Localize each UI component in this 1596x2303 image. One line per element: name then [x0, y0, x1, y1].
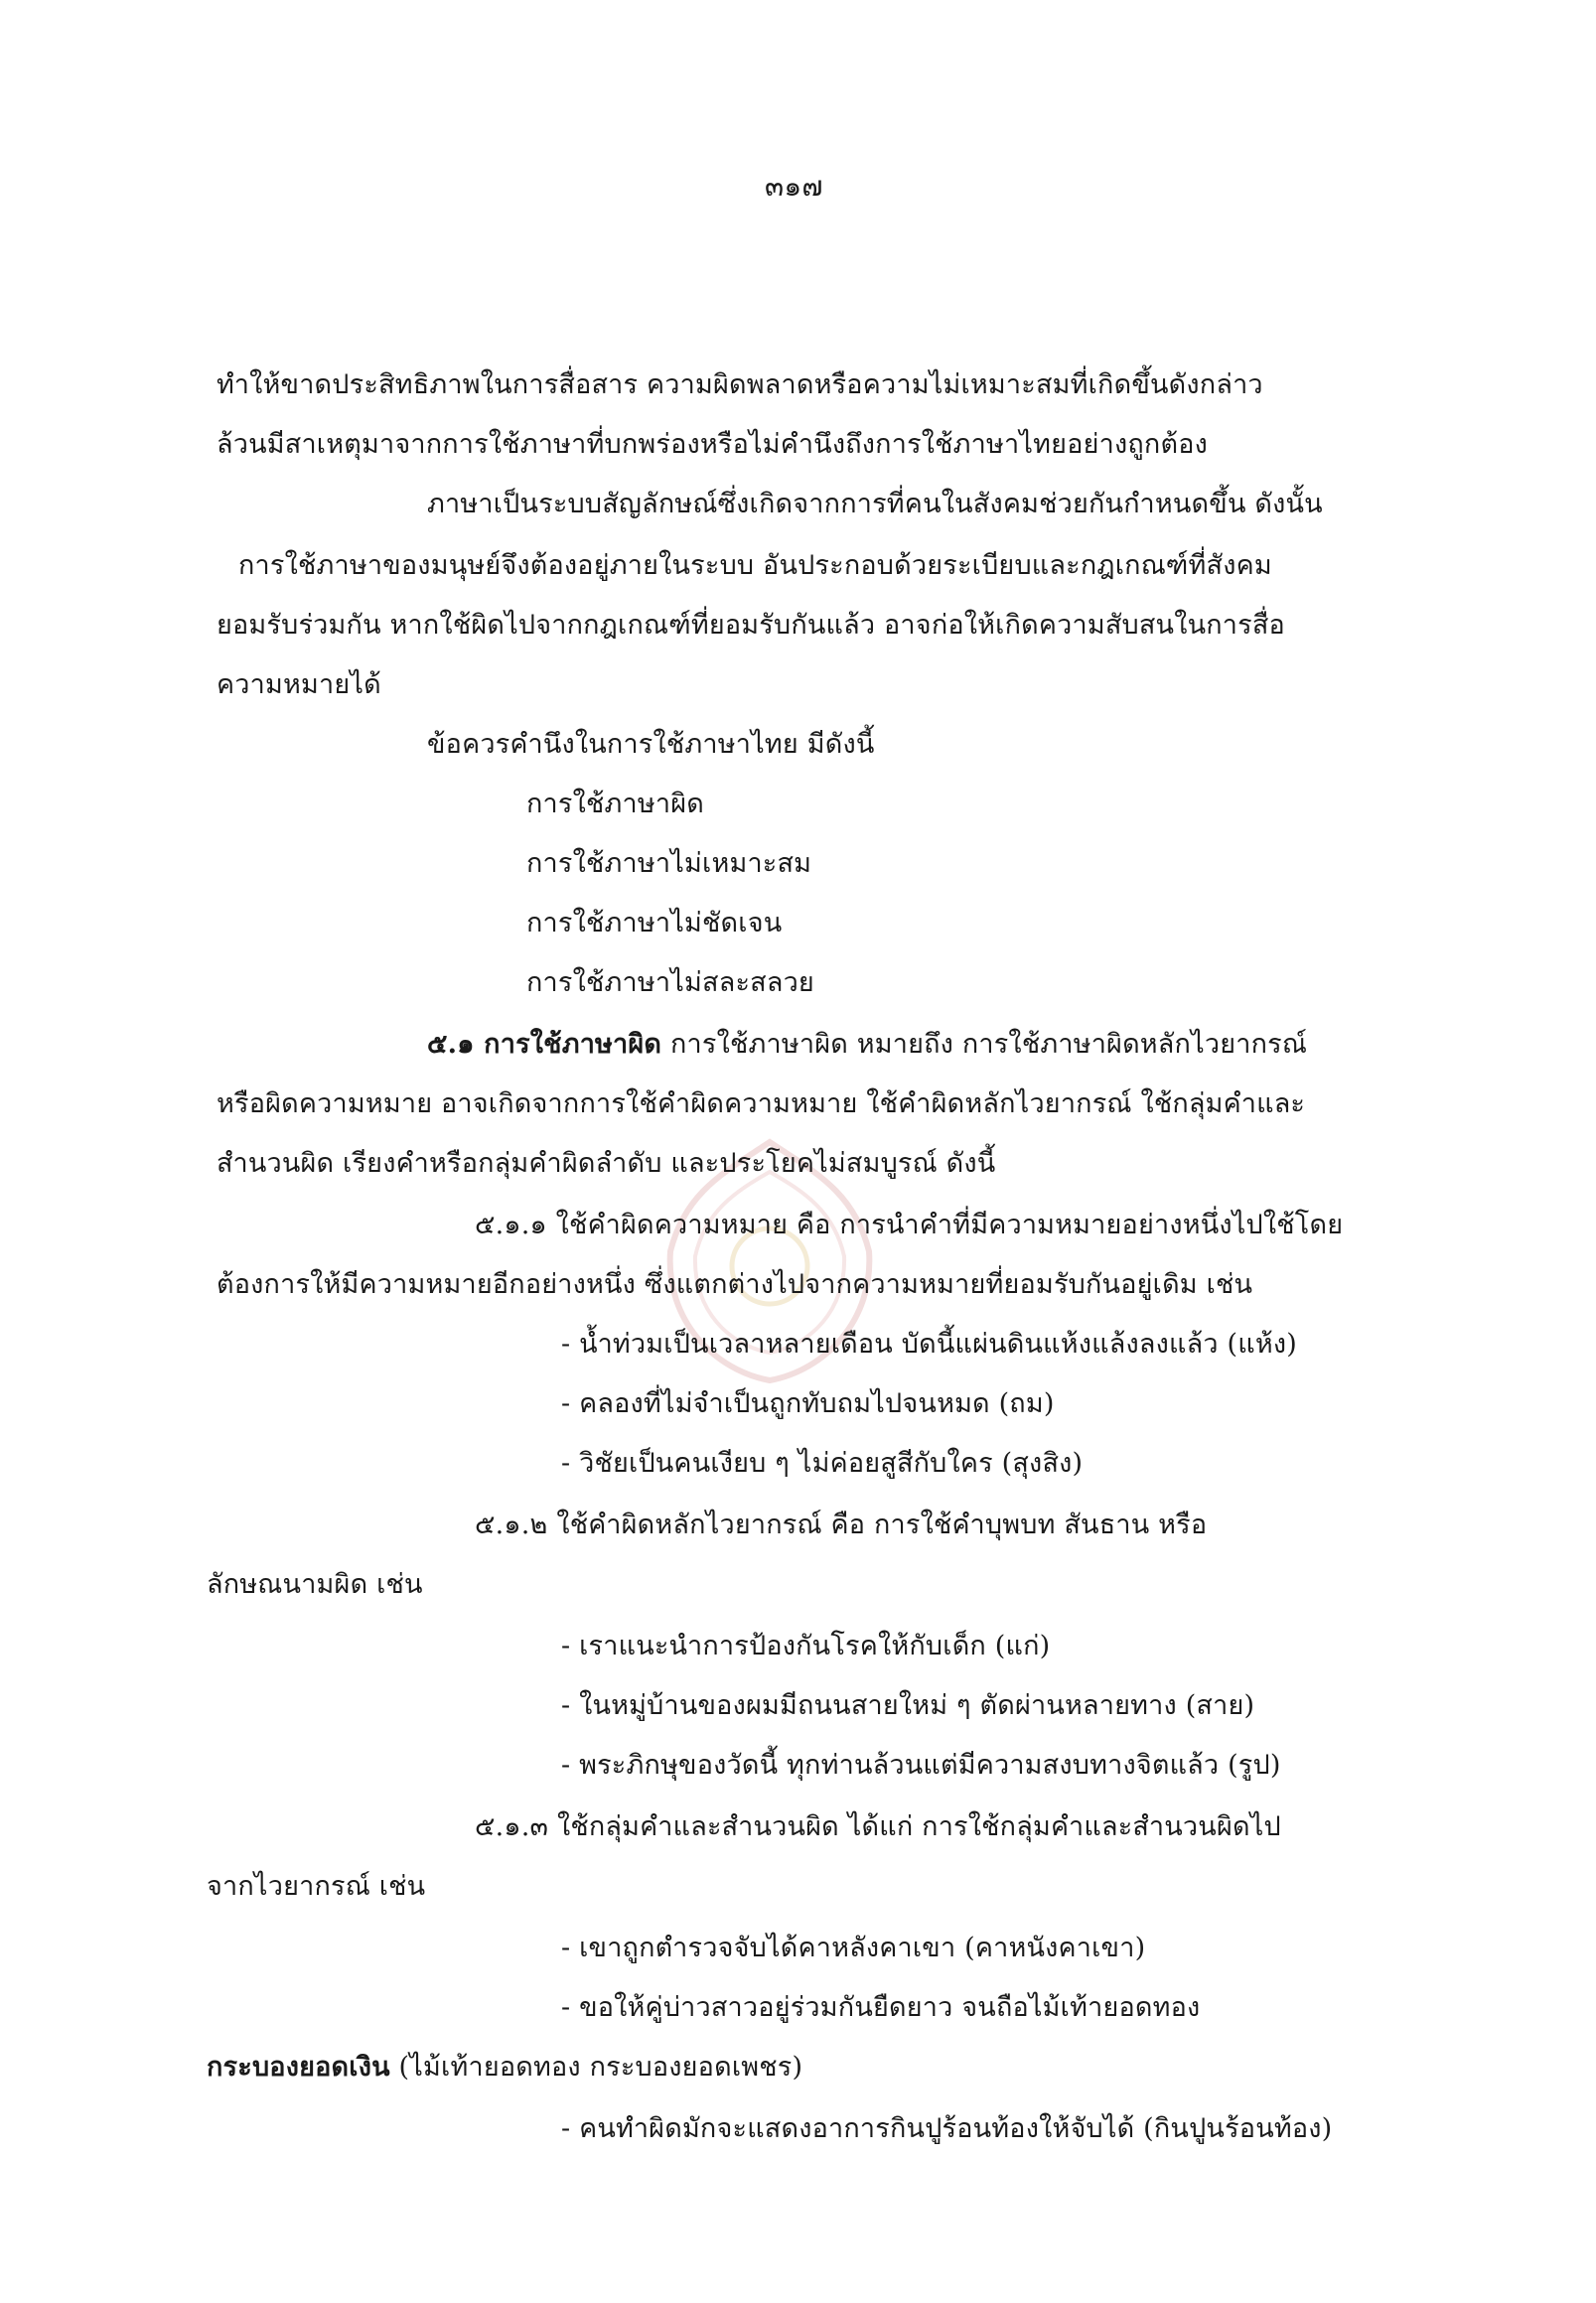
list-intro: ข้อควรคำนึงในการใช้ภาษาไทย มีดังนี้ — [427, 729, 875, 760]
body-line: หรือผิดความหมาย อาจเกิดจากการใช้คำผิดความหมาย ใช้คำผิดหลักไวยากรณ์ ใช้กลุ่มคำและ — [217, 1088, 1306, 1119]
section-heading-line — [427, 1025, 1307, 1065]
body-line: ล้วนมีสาเหตุมาจากการใช้ภาษาที่บกพร่องหรือไม่คำนึงถึงการใช้ภาษาไทยอย่างถูกต้อง — [217, 429, 1209, 460]
body-line: ทำให้ขาดประสิทธิภาพในการสื่อสาร ความผิดพลาดหรือความไม่เหมาะสมที่เกิดขึ้นดังกล่าว — [217, 369, 1263, 400]
example-item: - วิชัยเป็นคนเงียบ ๆ ไม่ค่อยสูสีกับใคร (สุงสิง) — [561, 1448, 1084, 1479]
subsection-line: ๕.๑.๒ ใช้คำผิดหลักไวยากรณ์ คือ การใช้คำบุพบท สันธาน หรือ — [475, 1510, 1208, 1540]
body-line: ยอมรับร่วมกัน หากใช้ผิดไปจากกฎเกณฑ์ที่ยอมรับกันแล้ว อาจก่อให้เกิดความสับสนในการสื่อ — [217, 610, 1285, 641]
body-line: ลักษณนามผิด เช่น — [207, 1569, 423, 1600]
idiom-bold: กระบองยอดเงิน — [207, 2052, 390, 2083]
example-item: - ขอให้คู่บ่าวสาวอยู่ร่วมกันยืดยาว จนถือไม้เท้ายอดทอง — [561, 1992, 1201, 2023]
body-line: การใช้ภาษาของมนุษย์จึงต้องอยู่ภายในระบบ อันประกอบด้วยระเบียบและกฎเกณฑ์ที่สังคม — [238, 550, 1272, 581]
example-item: - น้ำท่วมเป็นเวลาหลายเดือน บัดนี้แผ่นดินแห้งแล้งลงแล้ว (แห้ง) — [561, 1329, 1297, 1360]
example-continuation — [207, 2048, 802, 2087]
list-item: การใช้ภาษาไม่ชัดเจน — [526, 908, 783, 938]
body-line: สำนวนผิด เรียงคำหรือกลุ่มคำผิดลำดับ และประโยคไม่สมบูรณ์ ดังนี้ — [217, 1148, 996, 1179]
subsection-line: ๕.๑.๑ ใช้คำผิดความหมาย คือ การนำคำที่มีความหมายอย่างหนึ่งไปใช้โดย — [475, 1210, 1344, 1240]
section-heading: ๕.๑ การใช้ภาษาผิด — [427, 1029, 662, 1060]
list-item: การใช้ภาษาไม่สละสลวย — [526, 967, 814, 998]
body-line: จากไวยากรณ์ เช่น — [207, 1871, 426, 1902]
list-item: การใช้ภาษาไม่เหมาะสม — [526, 848, 812, 879]
list-item: การใช้ภาษาผิด — [526, 789, 704, 819]
idiom-correction: (ไม้เท้ายอดทอง กระบองยอดเพชร) — [389, 2052, 803, 2083]
example-item: - เราแนะนำการป้องกันโรคให้กับเด็ก (แก่) — [561, 1631, 1051, 1661]
body-line: ความหมายได้ — [217, 669, 381, 700]
section-text: การใช้ภาษาผิด หมายถึง การใช้ภาษาผิดหลักไวยากรณ์ — [661, 1029, 1308, 1060]
example-item: - ในหมู่บ้านของผมมีถนนสายใหม่ ๆ ตัดผ่านหลายทาง (สาย) — [561, 1690, 1255, 1721]
example-item: - เขาถูกตำรวจจับได้คาหลังคาเขา (คาหนังคาเขา) — [561, 1933, 1146, 1963]
example-item: - คนทำผิดมักจะแสดงอาการกินปูร้อนท้องให้จับได้ (กินปูนร้อนท้อง) — [561, 2113, 1333, 2144]
body-line: ต้องการให้มีความหมายอีกอย่างหนึ่ง ซึ่งแตกต่างไปจากความหมายที่ยอมรับกันอยู่เดิม เช่น — [217, 1269, 1253, 1300]
example-item: - คลองที่ไม่จำเป็นถูกทับถมไปจนหมด (ถม) — [561, 1388, 1055, 1419]
subsection-line: ๕.๑.๓ ใช้กลุ่มคำและสำนวนผิด ได้แก่ การใช้กลุ่มคำและสำนวนผิดไป — [475, 1811, 1281, 1842]
page-number: ๓๑๗ — [765, 170, 823, 203]
example-item: - พระภิกษุของวัดนี้ ทุกท่านล้วนแต่มีความสงบทางจิตแล้ว (รูป) — [561, 1750, 1281, 1781]
body-line: ภาษาเป็นระบบสัญลักษณ์ซึ่งเกิดจากการที่คนในสังคมช่วยกันกำหนดขึ้น ดังนั้น — [427, 489, 1323, 519]
